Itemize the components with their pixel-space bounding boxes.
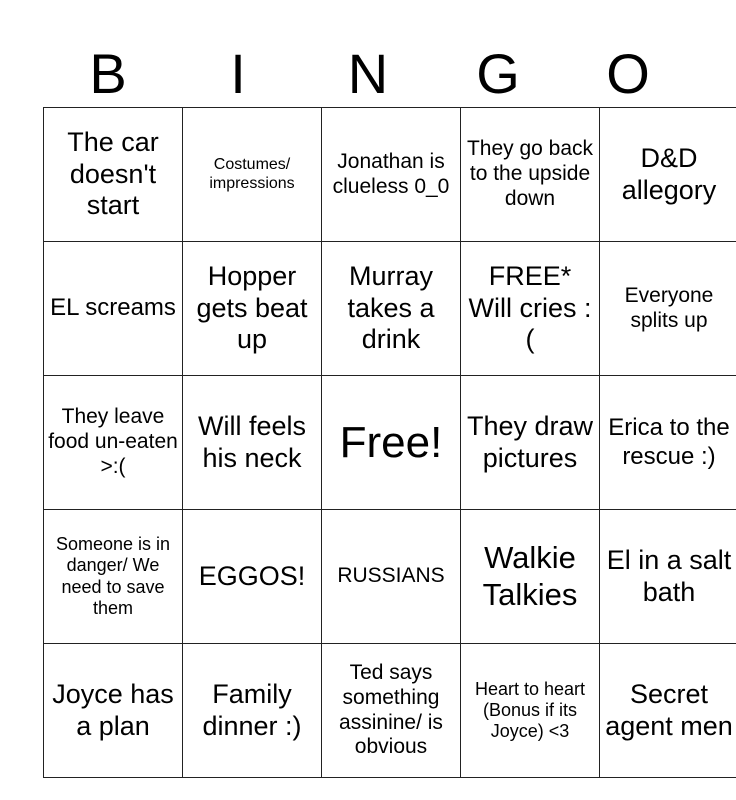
cell-text: Secret agent men	[605, 678, 733, 741]
cell-text: Joyce has a plan	[52, 678, 174, 741]
bingo-row	[44, 108, 736, 242]
cell-text: Free!	[339, 417, 443, 467]
bingo-row	[44, 376, 736, 510]
bingo-cell[interactable]	[183, 108, 322, 242]
cell-text: RUSSIANS	[337, 564, 445, 588]
bingo-cell[interactable]	[461, 242, 600, 376]
cell-text: Murray takes a drink	[347, 260, 435, 355]
bingo-cell[interactable]	[44, 108, 183, 242]
cell-text: Costumes/ impressions	[209, 155, 295, 192]
cell-text: They leave food un-eaten >:(	[48, 405, 178, 478]
bingo-cell[interactable]	[322, 108, 461, 242]
bingo-header	[43, 40, 693, 108]
cell-text: EL screams	[50, 294, 176, 322]
bingo-cell[interactable]	[600, 644, 736, 778]
bingo-row	[44, 644, 736, 778]
bingo-cell[interactable]	[600, 108, 736, 242]
cell-text: Ted says something assinine/ is obvious	[339, 660, 443, 759]
bingo-cell[interactable]	[461, 510, 600, 644]
cell-text: Hopper gets beat up	[196, 260, 308, 355]
bingo-cell[interactable]	[600, 510, 736, 644]
cell-text: El in a salt bath	[606, 544, 732, 607]
cell-text: Erica to the rescue :)	[608, 414, 730, 470]
cell-text: Will feels his neck	[197, 410, 306, 473]
bingo-cell[interactable]	[322, 644, 461, 778]
bingo-cell[interactable]	[461, 644, 600, 778]
cell-text: Heart to heart (Bonus if its Joyce) <3	[474, 678, 586, 742]
bingo-row	[44, 510, 736, 644]
header-letter-g: G	[476, 42, 520, 105]
cell-text: The car doesn't start	[67, 126, 159, 221]
cell-text: Family dinner :)	[202, 678, 302, 741]
header-letter-b: B	[89, 42, 127, 105]
cell-text: Someone is in danger/ We need to save them	[55, 534, 171, 618]
bingo-cell[interactable]	[600, 242, 736, 376]
header-letter-n: N	[347, 42, 389, 105]
bingo-card-grid	[43, 107, 736, 778]
cell-text: D&D allegory	[621, 142, 717, 205]
bingo-row	[44, 242, 736, 376]
bingo-free-cell[interactable]	[322, 376, 461, 510]
bingo-cell[interactable]	[461, 108, 600, 242]
bingo-cell[interactable]	[183, 242, 322, 376]
cell-text: EGGOS!	[198, 560, 306, 591]
bingo-cell[interactable]	[322, 242, 461, 376]
bingo-cell[interactable]	[600, 376, 736, 510]
header-letter-o: O	[606, 42, 650, 105]
bingo-cell[interactable]	[183, 644, 322, 778]
cell-text: FREE* Will cries :(	[468, 260, 592, 355]
cell-text: Jonathan is clueless 0_0	[332, 149, 450, 198]
bingo-cell[interactable]	[44, 242, 183, 376]
bingo-cell[interactable]	[461, 376, 600, 510]
bingo-cell[interactable]	[44, 644, 183, 778]
cell-text: They go back to the upside down	[466, 137, 594, 210]
bingo-cell[interactable]	[322, 510, 461, 644]
bingo-cell[interactable]	[183, 510, 322, 644]
bingo-cell[interactable]	[183, 376, 322, 510]
bingo-cell[interactable]	[44, 376, 183, 510]
header-letter-i: I	[230, 42, 246, 105]
cell-text: Walkie Talkies	[482, 539, 578, 612]
bingo-cell[interactable]	[44, 510, 183, 644]
cell-text: Everyone splits up	[624, 283, 714, 332]
cell-text: They draw pictures	[466, 410, 594, 473]
